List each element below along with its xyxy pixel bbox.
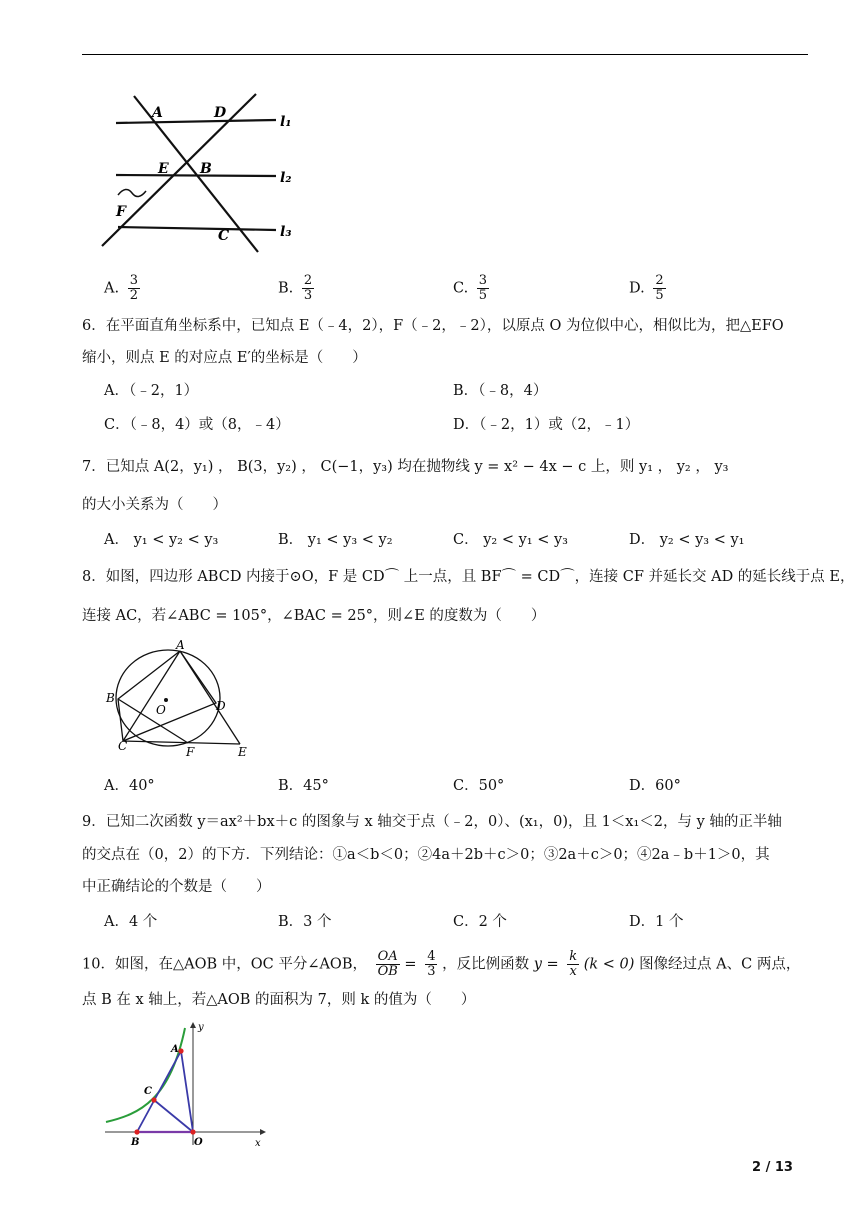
q8-option-a[interactable]: A．40° xyxy=(104,778,155,794)
q8-option-b[interactable]: B．45° xyxy=(278,778,329,794)
q9-option-d[interactable]: D．1 个 xyxy=(629,914,684,930)
fig5-label-l2: l₂ xyxy=(280,170,292,186)
fig5-label-C: C xyxy=(218,228,230,244)
fig10-label-C: C xyxy=(144,1086,152,1097)
fig5-label-l3: l₃ xyxy=(280,224,292,240)
fig5-label-A: A xyxy=(152,105,163,121)
q7-option-a[interactable]: A． y₁ < y₂ < y₃ xyxy=(104,532,219,548)
ratio-value: $\frac{4}{3}$ xyxy=(427,949,436,979)
q5-option-a[interactable]: A. $\frac{3}{2}$ xyxy=(104,273,138,303)
circle-center-dot xyxy=(164,698,168,702)
q7-option-b[interactable]: B． y₁ < y₃ < y₂ xyxy=(278,532,393,548)
q9-stem-line3: 中正确结论的个数是（ ） xyxy=(82,879,271,895)
q10-stem-line2: 点 B 在 x 轴上，若△AOB 的面积为 7，则 k 的值为（ ） xyxy=(82,992,476,1008)
fig5-label-F: F xyxy=(116,204,126,220)
q9-option-c[interactable]: C．2 个 xyxy=(453,914,507,930)
fig8-label-E: E xyxy=(238,745,247,759)
point-c xyxy=(151,1097,156,1102)
q6-option-c[interactable]: C．（﹣8，4）或（8，﹣4） xyxy=(104,417,290,433)
fig10-label-A: A xyxy=(171,1044,179,1055)
q7-stem-line1: 7．已知点 A(2，y₁) ， B(3，y₂) ， C(−1，y₃) 均在抛物线 y = x² − 4x − c 上，则 y₁ ， y₂ ， y₃ xyxy=(82,459,729,475)
fig8-label-B: B xyxy=(106,691,115,705)
fig8-label-A: A xyxy=(176,640,185,652)
q8-stem-line2: 连接 AC，若∠ABC = 105°，∠BAC = 25°，则∠E 的度数为（ ） xyxy=(82,608,546,624)
q9-option-a[interactable]: A．4 个 xyxy=(104,914,158,930)
header-rule xyxy=(82,54,808,55)
point-o xyxy=(190,1129,195,1134)
fig10-label-x: x xyxy=(255,1138,261,1149)
q8-option-c[interactable]: C．50° xyxy=(453,778,505,794)
q6-stem-line2: 缩小，则点 E 的对应点 E′的坐标是（ ） xyxy=(82,350,367,366)
q9-stem-line1: 9．已知二次函数 y＝ax²＋bx＋c 的图象与 x 轴交于点（﹣2，0）、(x₁，0)，且 1＜x₁＜2，与 y 轴的正半轴 xyxy=(82,814,782,830)
q7-option-c[interactable]: C． y₂ < y₁ < y₃ xyxy=(453,532,568,548)
q9-option-b[interactable]: B．3 个 xyxy=(278,914,332,930)
q8-option-d[interactable]: D．60° xyxy=(629,778,681,794)
q8-stem-line1: 8．如图，四边形 ABCD 内接于⊙O，F 是 CD⌒ 上一点，且 BF⌒ = CD⌒，连接 CF 并延长交 AD 的延长线于点 E， xyxy=(82,569,855,585)
ratio-oa-ob: $\frac{OA}{OB}$ xyxy=(377,949,398,979)
inverse-function-figure xyxy=(100,1020,270,1150)
point-a xyxy=(178,1048,183,1053)
inscribed-quadrilateral-figure xyxy=(100,640,260,762)
q6-option-b[interactable]: B．（﹣8，4） xyxy=(453,383,548,399)
fig8-label-C: C xyxy=(118,739,128,753)
q6-stem-line1: 6．在平面直角坐标系中，已知点 E（﹣4，2），F（﹣2，﹣2），以原点 O 为位似中心，相似比为，把△EFO xyxy=(82,318,784,334)
fig5-label-B: B xyxy=(200,161,212,177)
q10-stem-line1: 10．如图，在△AOB 中，OC 平分∠AOB， $\frac{OA}{OB}$ = $\frac{4}{3}$ ，反比例函数 y = $\frac{k}{x}$ (k < 0) 图像经过点 A、C 两点， xyxy=(82,949,801,979)
q9-stem-line2: 的交点在（0，2）的下方．下列结论：①a＜b＜0；②4a＋2b＋c＞0；③2a＋c＞0；④2a﹣b＋1＞0，其 xyxy=(82,847,770,863)
q7-stem-line2: 的大小关系为（ ） xyxy=(82,497,227,513)
fig10-label-O: O xyxy=(194,1137,203,1148)
q5-option-b[interactable]: B. $\frac{2}{3}$ xyxy=(278,273,313,303)
fig5-label-D: D xyxy=(214,105,227,121)
q6-option-d[interactable]: D．（﹣2，1）或（2，﹣1） xyxy=(453,417,640,433)
q5-option-c[interactable]: C. $\frac{3}{5}$ xyxy=(453,273,488,303)
q5-option-d[interactable]: D. $\frac{2}{5}$ xyxy=(629,273,664,303)
fig8-label-O: O xyxy=(156,703,166,717)
fig8-label-F: F xyxy=(186,745,195,759)
page-number: 2 / 13 xyxy=(752,1160,793,1175)
fig10-label-y: y xyxy=(198,1022,204,1033)
point-b xyxy=(134,1129,139,1134)
fig5-label-E: E xyxy=(158,161,169,177)
function-k-over-x: $\frac{k}{x}$ xyxy=(569,949,578,979)
q7-option-d[interactable]: D． y₂ < y₃ < y₁ xyxy=(629,532,745,548)
fig5-label-l1: l₁ xyxy=(280,114,292,130)
fig8-label-D: D xyxy=(216,699,226,713)
fig10-label-B: B xyxy=(131,1137,140,1148)
q6-option-a[interactable]: A．（﹣2，1） xyxy=(104,383,199,399)
parallel-lines-figure xyxy=(96,90,306,260)
